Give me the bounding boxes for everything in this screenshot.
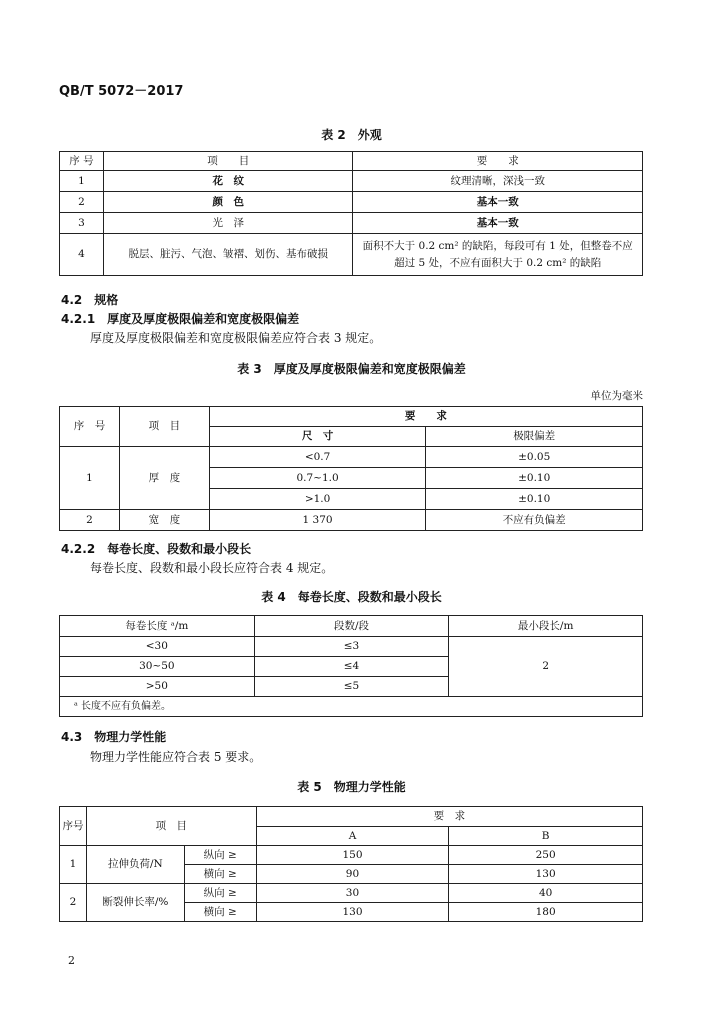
- table4-caption: 表 4 每卷长度、段数和最小段长: [261, 590, 442, 604]
- table5-cell: 150: [256, 846, 449, 865]
- table2-cell: 基本一致: [353, 213, 643, 234]
- table-row: [60, 510, 643, 531]
- table2: [59, 151, 643, 276]
- table3-header-dev: 极限偏差: [426, 427, 643, 447]
- table4-header-len: 每卷长度 ᵃ/m: [60, 616, 255, 637]
- table2-cell: 基本一致: [353, 192, 643, 213]
- standard-code: QB/T 5072－2017: [59, 84, 184, 99]
- table4-cell: ≤5: [254, 677, 449, 697]
- table3-caption: 表 3 厚度及厚度极限偏差和宽度极限偏差: [237, 362, 466, 376]
- table5-header-seq: 序号: [60, 807, 87, 846]
- table5-cell: 断裂伸长率/%: [86, 884, 184, 922]
- table4-cell: >50: [60, 677, 255, 697]
- table4-cell: <30: [60, 637, 255, 657]
- page-number: 2: [68, 954, 75, 967]
- table4-header-seg: 段数/段: [254, 616, 449, 637]
- table2-cell: 2: [60, 192, 104, 213]
- table5-cell: 2: [60, 884, 87, 922]
- table3-cell: 2: [60, 510, 120, 531]
- table5-header-item: 项 目: [86, 807, 256, 846]
- table5-cell: 40: [449, 884, 643, 903]
- table3-header-item: 项 目: [119, 407, 209, 447]
- table4-min-value: 2: [449, 637, 643, 697]
- table5-header-req: 要 求: [256, 807, 642, 827]
- table5-cell: 横向 ≥: [184, 865, 256, 884]
- table5-cell: 130: [256, 903, 449, 922]
- section-4-2-1-heading: 4.2.1 厚度及厚度极限偏差和宽度极限偏差: [61, 312, 300, 326]
- table5-cell: 130: [449, 865, 643, 884]
- table-row: [60, 234, 643, 276]
- table5-cell: 250: [449, 846, 643, 865]
- table5-cell: 1: [60, 846, 87, 884]
- table3-cell: >1.0: [209, 489, 426, 510]
- table-row: [60, 192, 643, 213]
- table3-cell: 宽 度: [119, 510, 209, 531]
- table3: [59, 406, 643, 531]
- table3-unit: 单位为毫米: [590, 390, 643, 402]
- table3-cell: 1 370: [209, 510, 426, 531]
- table2-cell: 面积不大于 0.2 cm² 的缺陷，每段可有 1 处，但整卷不应超过 5 处，不应有面积大于 0.2 cm² 的缺陷: [353, 234, 643, 276]
- table4-note: ᵃ 长度不应有负偏差。: [60, 697, 643, 717]
- table4-cell: ≤3: [254, 637, 449, 657]
- table3-cell: ±0.10: [426, 468, 643, 489]
- table3-cell: 厚 度: [119, 447, 209, 510]
- table5-header-a: A: [256, 827, 449, 846]
- table3-cell: 不应有负偏差: [426, 510, 643, 531]
- table2-cell: 纹理清晰，深浅一致: [353, 171, 643, 192]
- section-4-2-2-heading: 4.2.2 每卷长度、段数和最小段长: [61, 542, 252, 556]
- section-4-2-2-text: 每卷长度、段数和最小段长应符合表 4 规定。: [90, 561, 334, 575]
- table2-cell: 颜 色: [103, 192, 353, 213]
- table5-cell: 纵向 ≥: [184, 846, 256, 865]
- table3-cell: 0.7~1.0: [209, 468, 426, 489]
- table4-cell: ≤4: [254, 657, 449, 677]
- table5-cell: 纵向 ≥: [184, 884, 256, 903]
- table3-header-req: 要 求: [209, 407, 642, 427]
- table2-cell: 光 泽: [103, 213, 353, 234]
- table2-caption: 表 2 外观: [321, 128, 382, 142]
- table5-cell: 90: [256, 865, 449, 884]
- table5-caption: 表 5 物理力学性能: [297, 780, 406, 794]
- table2-header-req: 要 求: [353, 152, 643, 171]
- section-4-3-text: 物理力学性能应符合表 5 要求。: [90, 750, 262, 764]
- table5-header-b: B: [449, 827, 643, 846]
- table-row: [60, 213, 643, 234]
- table2-cell: 花 纹: [103, 171, 353, 192]
- table2-cell: 4: [60, 234, 104, 276]
- table3-cell: 1: [60, 447, 120, 510]
- table3-cell: ±0.10: [426, 489, 643, 510]
- table5: [59, 806, 643, 922]
- table3-cell: <0.7: [209, 447, 426, 468]
- table3-header-size: 尺 寸: [209, 427, 426, 447]
- table2-header-item: 项 目: [103, 152, 353, 171]
- table4-cell: 30~50: [60, 657, 255, 677]
- table4-header-min: 最小段长/m: [449, 616, 643, 637]
- table5-cell: 横向 ≥: [184, 903, 256, 922]
- table3-header-seq: 序 号: [60, 407, 120, 447]
- table-row: [60, 447, 643, 468]
- table-row: [60, 171, 643, 192]
- table-row: [60, 637, 643, 657]
- section-4-3-heading: 4.3 物理力学性能: [61, 730, 167, 744]
- table5-cell: 拉伸负荷/N: [86, 846, 184, 884]
- table5-cell: 180: [449, 903, 643, 922]
- section-4-2-1-text: 厚度及厚度极限偏差和宽度极限偏差应符合表 3 规定。: [90, 331, 382, 345]
- table2-header-seq: 序 号: [60, 152, 104, 171]
- table4: [59, 615, 643, 717]
- section-4-2-heading: 4.2 规格: [61, 293, 119, 307]
- table2-cell: 3: [60, 213, 104, 234]
- table2-cell: 脱层、脏污、气泡、皱褶、划伤、基布破损: [103, 234, 353, 276]
- table-row: [60, 846, 643, 865]
- table3-cell: ±0.05: [426, 447, 643, 468]
- table5-cell: 30: [256, 884, 449, 903]
- table2-cell: 1: [60, 171, 104, 192]
- table-row: [60, 884, 643, 903]
